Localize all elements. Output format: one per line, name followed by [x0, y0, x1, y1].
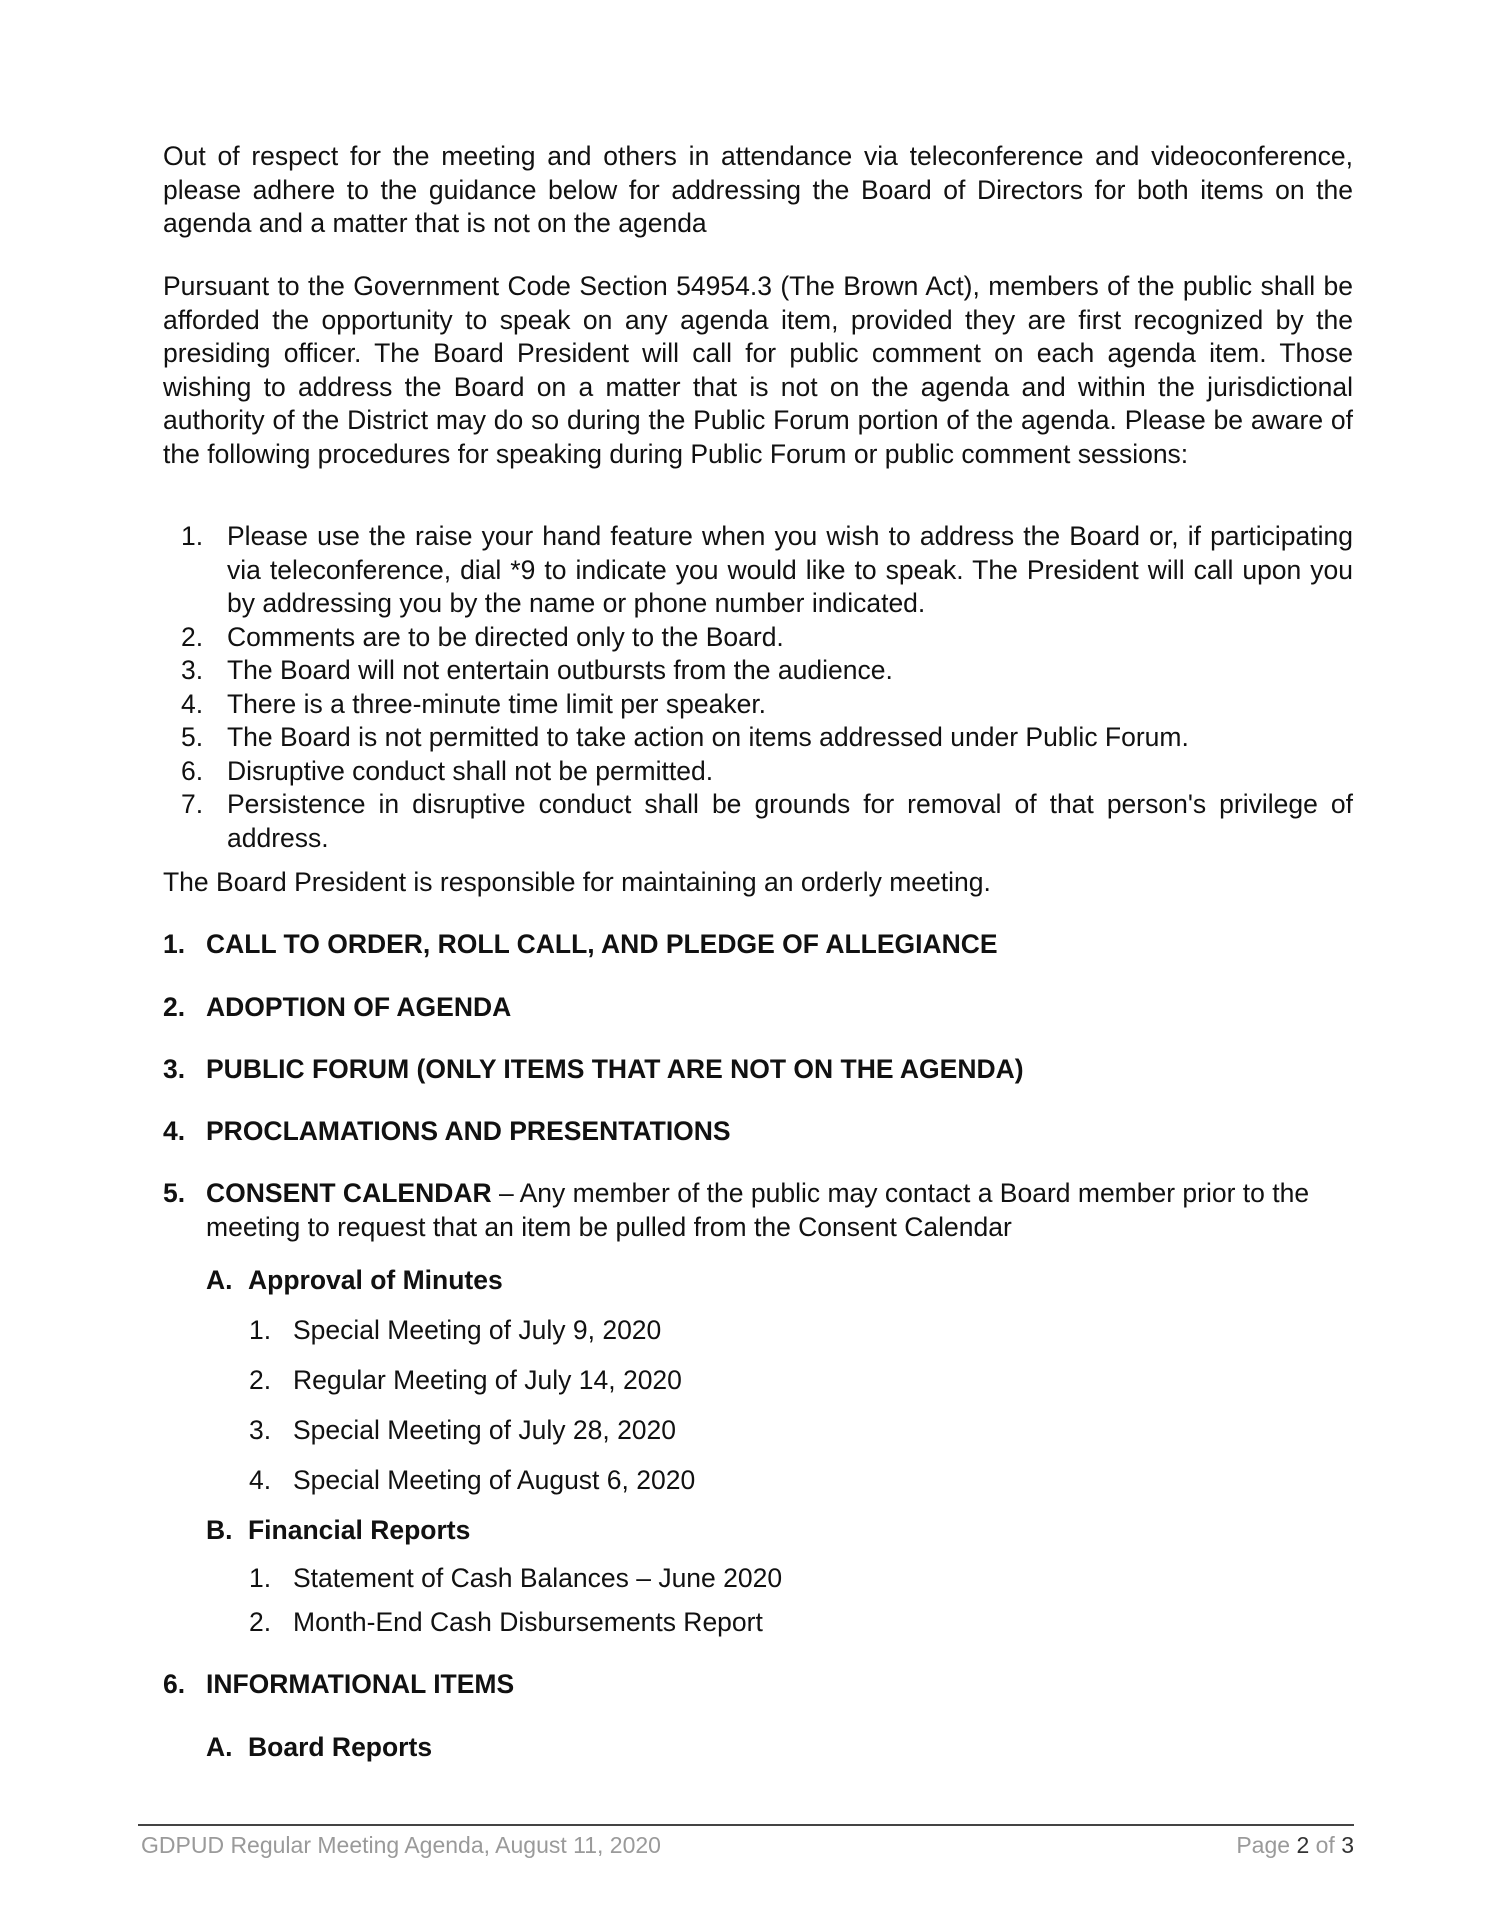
section-public-forum: 3. PUBLIC FORUM (ONLY ITEMS THAT ARE NOT ON THE AGENDA) — [163, 1054, 1024, 1084]
rule-item: 5. The Board is not permitted to take action on items addressed under Public Forum. — [181, 722, 1189, 752]
closing-statement: The Board President is responsible for maintaining an orderly meeting. — [163, 867, 991, 897]
intro-paragraph-respect: Out of respect for the meeting and others in attendance via teleconference and videoconference, please adhere to the guidance below for addressing the Board of Directors for both items on the agenda and a matter that is not on the agenda — [163, 141, 1353, 238]
subsection-financial-reports: B. Financial Reports — [206, 1515, 471, 1545]
section-consent-calendar: 5. CONSENT CALENDAR – Any member of the public may contact a Board member prior to the meeting to request that an item be pulled from the Consent Calendar — [163, 1178, 1310, 1242]
rule-item: 1. Please use the raise your hand feature when you wish to address the Board or, if participating via teleconference, dial *9 to indicate you would like to speak. The President will call upon you by addressing you by the name or phone number indicated. — [181, 521, 1353, 618]
financial-item: 1. Statement of Cash Balances – June 2020 — [249, 1563, 783, 1593]
section-informational-items: 6. INFORMATIONAL ITEMS — [163, 1669, 515, 1699]
subsection-board-reports: A. Board Reports — [206, 1732, 433, 1762]
section-adoption-of-agenda: 2. ADOPTION OF AGENDA — [163, 992, 512, 1022]
consent-calendar-title: CONSENT CALENDAR — [206, 1178, 492, 1208]
rule-item: 3. The Board will not entertain outbursts from the audience. — [181, 655, 893, 685]
rule-item: 2. Comments are to be directed only to the Board. — [181, 621, 784, 652]
minutes-item: 2. Regular Meeting of July 14, 2020 — [249, 1365, 682, 1395]
subsection-approval-of-minutes: A. Approval of Minutes — [206, 1265, 503, 1295]
footer-divider — [138, 1824, 1354, 1826]
minutes-item: 1. Special Meeting of July 9, 2020 — [249, 1315, 662, 1345]
section-call-to-order: 1. CALL TO ORDER, ROLL CALL, AND PLEDGE OF ALLEGIANCE — [163, 929, 998, 959]
rule-item: 4. There is a three-minute time limit per speaker. — [181, 688, 767, 719]
intro-paragraph-brown-act: Pursuant to the Government Code Section 54954.3 (The Brown Act), members of the public shall be afforded the opportunity to speak on any agenda item, provided they are first recognized by the presiding officer. The Board President will call for public comment on each agenda item. Those wishing to address the Board on a matter that is not on the agenda and within the jurisdictional authority of the District may do so during the Public Forum portion of the agenda. Please be aware of the following procedures for speaking during Public Forum or public comment sessions: — [163, 271, 1353, 469]
consent-calendar-note: – Any member of the public may contact a Board member prior to the meeting to request that an item be pulled from the Consent Calendar — [206, 1178, 1310, 1242]
financial-item: 2. Month-End Cash Disbursements Report — [249, 1607, 763, 1637]
rule-item: 6. Disruptive conduct shall not be permitted. — [181, 755, 714, 786]
rule-item: 7. Persistence in disruptive conduct shall be grounds for removal of that person's privilege of address. — [181, 789, 1353, 853]
footer-title: GDPUD Regular Meeting Agenda, August 11, 2020 — [141, 1832, 661, 1858]
footer-page-number: Page 2 of 3 — [1236, 1832, 1354, 1858]
section-proclamations: 4. PROCLAMATIONS AND PRESENTATIONS — [163, 1116, 731, 1146]
minutes-item: 4. Special Meeting of August 6, 2020 — [249, 1465, 696, 1495]
speaking-rules-list — [163, 520, 1353, 855]
minutes-item: 3. Special Meeting of July 28, 2020 — [249, 1415, 677, 1445]
